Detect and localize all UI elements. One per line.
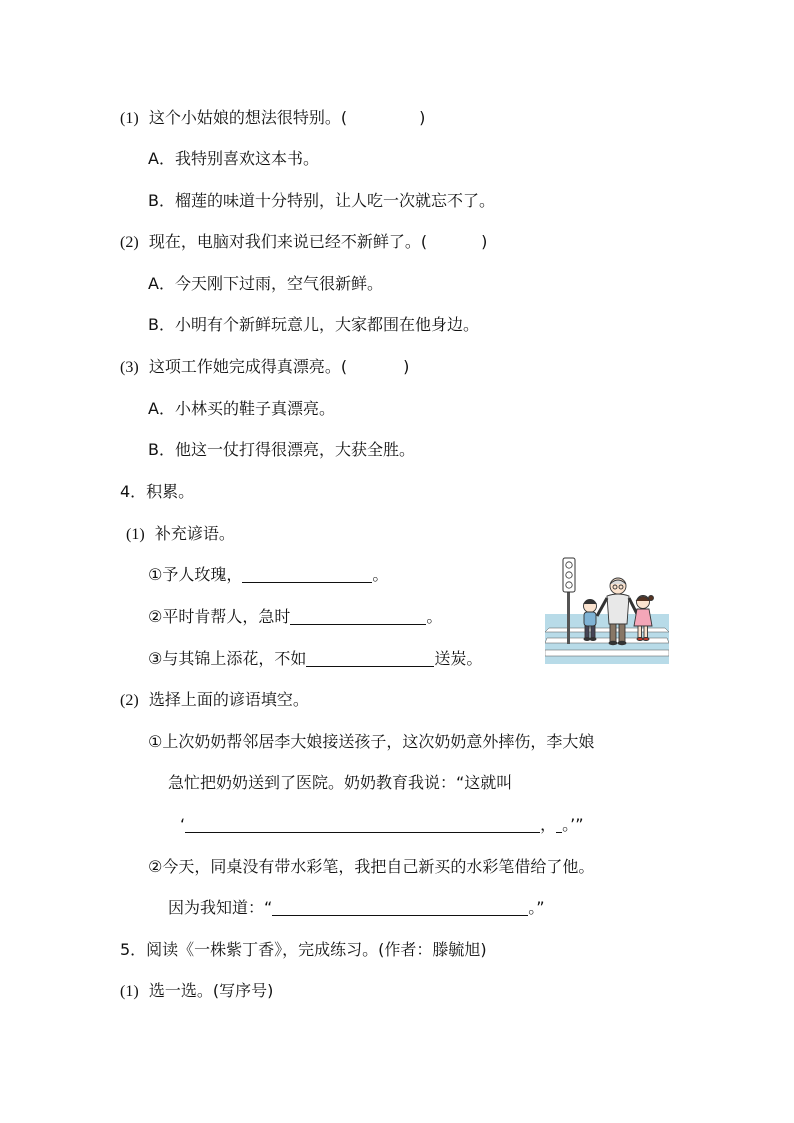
q4-title: 4．积累。 — [120, 482, 195, 501]
q4-sentence-1-line2: 急忙把奶奶送到了医院。奶奶教育我说：“这就叫 — [168, 773, 513, 792]
q4-proverb-2-post: 。 — [426, 607, 443, 626]
q4-sentence-2-close-quote: 。” — [528, 898, 545, 917]
q3-item-2-num: (2) — [120, 234, 139, 251]
q4-proverb-2 — [148, 606, 442, 628]
q5-part1-heading — [120, 980, 273, 1003]
q4-proverb-1-blank[interactable] — [242, 566, 372, 583]
q4-proverb-1-pre: ①予人玫瑰， — [148, 565, 243, 584]
q4-sentence-1-blank-a[interactable] — [185, 816, 540, 833]
q3-item-3 — [120, 356, 409, 379]
q4-proverb-3 — [148, 648, 482, 670]
q3-item-1-sentence: 这个小姑娘的想法很特别。( — [148, 108, 348, 127]
q4-part2-num: (2) — [120, 692, 139, 709]
q4-sentence-1-comma: ， — [540, 815, 557, 834]
q3-item-2-sentence: 现在，电脑对我们来说已经不新鲜了。( — [148, 232, 428, 251]
q4-proverb-2-blank[interactable] — [290, 608, 426, 625]
q4-sentence-2-blank[interactable] — [272, 899, 528, 916]
q3-item-1-close: ) — [419, 108, 426, 127]
q3-item-3-num: (3) — [120, 359, 139, 376]
q4-part1-heading — [126, 523, 235, 546]
q4-sentence-1-close-quote: 。’” — [562, 815, 584, 834]
q4-proverb-2-pre: ②平时肯帮人，急时 — [148, 607, 291, 626]
q4-sentence-2-line2 — [168, 897, 545, 919]
q4-proverb-1 — [148, 564, 388, 586]
q4-part1-num: (1) — [126, 526, 145, 543]
q5-part1-num: (1) — [120, 983, 139, 1000]
q3-item-1 — [120, 107, 425, 130]
crossing-street-illustration — [545, 556, 669, 664]
q3-item-2-option-a: A．今天刚下过雨，空气很新鲜。 — [148, 274, 383, 293]
q4-sentence-1-line1: ①上次奶奶帮邻居李大娘接送孩子，这次奶奶意外摔伤，李大娘 — [148, 732, 595, 751]
q3-item-3-close: ) — [403, 357, 410, 376]
q5-title: 5．阅读《一株紫丁香》，完成练习。(作者：滕毓旭) — [120, 940, 487, 959]
q3-item-2 — [120, 231, 487, 254]
q4-sentence-1-line3 — [180, 814, 584, 836]
q3-item-1-num: (1) — [120, 110, 139, 127]
q4-part1-label: 补充谚语。 — [154, 524, 235, 543]
q4-proverb-3-blank[interactable] — [306, 650, 434, 667]
q4-part2-label: 选择上面的谚语填空。 — [148, 690, 309, 709]
q3-item-1-option-a: A．我特别喜欢这本书。 — [148, 149, 319, 168]
q4-sentence-2-line1: ②今天，同桌没有带水彩笔，我把自己新买的水彩笔借给了他。 — [148, 857, 595, 876]
q4-proverb-3-pre: ③与其锦上添花，不如 — [148, 649, 307, 668]
q4-sentence-2-pre: 因为我知道：“ — [168, 898, 273, 917]
q4-part2-heading — [120, 689, 309, 712]
q4-proverb-3-post: 送炭。 — [434, 649, 483, 668]
q3-item-3-option-b: B．他这一仗打得很漂亮，大获全胜。 — [148, 440, 415, 459]
q3-item-3-sentence: 这项工作她完成得真漂亮。( — [148, 357, 348, 376]
q5-part1-label: 选一选。(写序号) — [148, 981, 274, 1000]
q4-sentence-1-open-quote: ‘ — [180, 815, 186, 834]
q3-item-3-option-a: A．小林买的鞋子真漂亮。 — [148, 399, 335, 418]
q4-proverb-1-post: 。 — [372, 565, 389, 584]
q3-item-1-option-b: B．榴莲的味道十分特别，让人吃一次就忘不了。 — [148, 191, 495, 210]
q3-item-2-close: ) — [481, 232, 488, 251]
q3-item-2-option-b: B．小明有个新鲜玩意儿，大家都围在他身边。 — [148, 315, 479, 334]
